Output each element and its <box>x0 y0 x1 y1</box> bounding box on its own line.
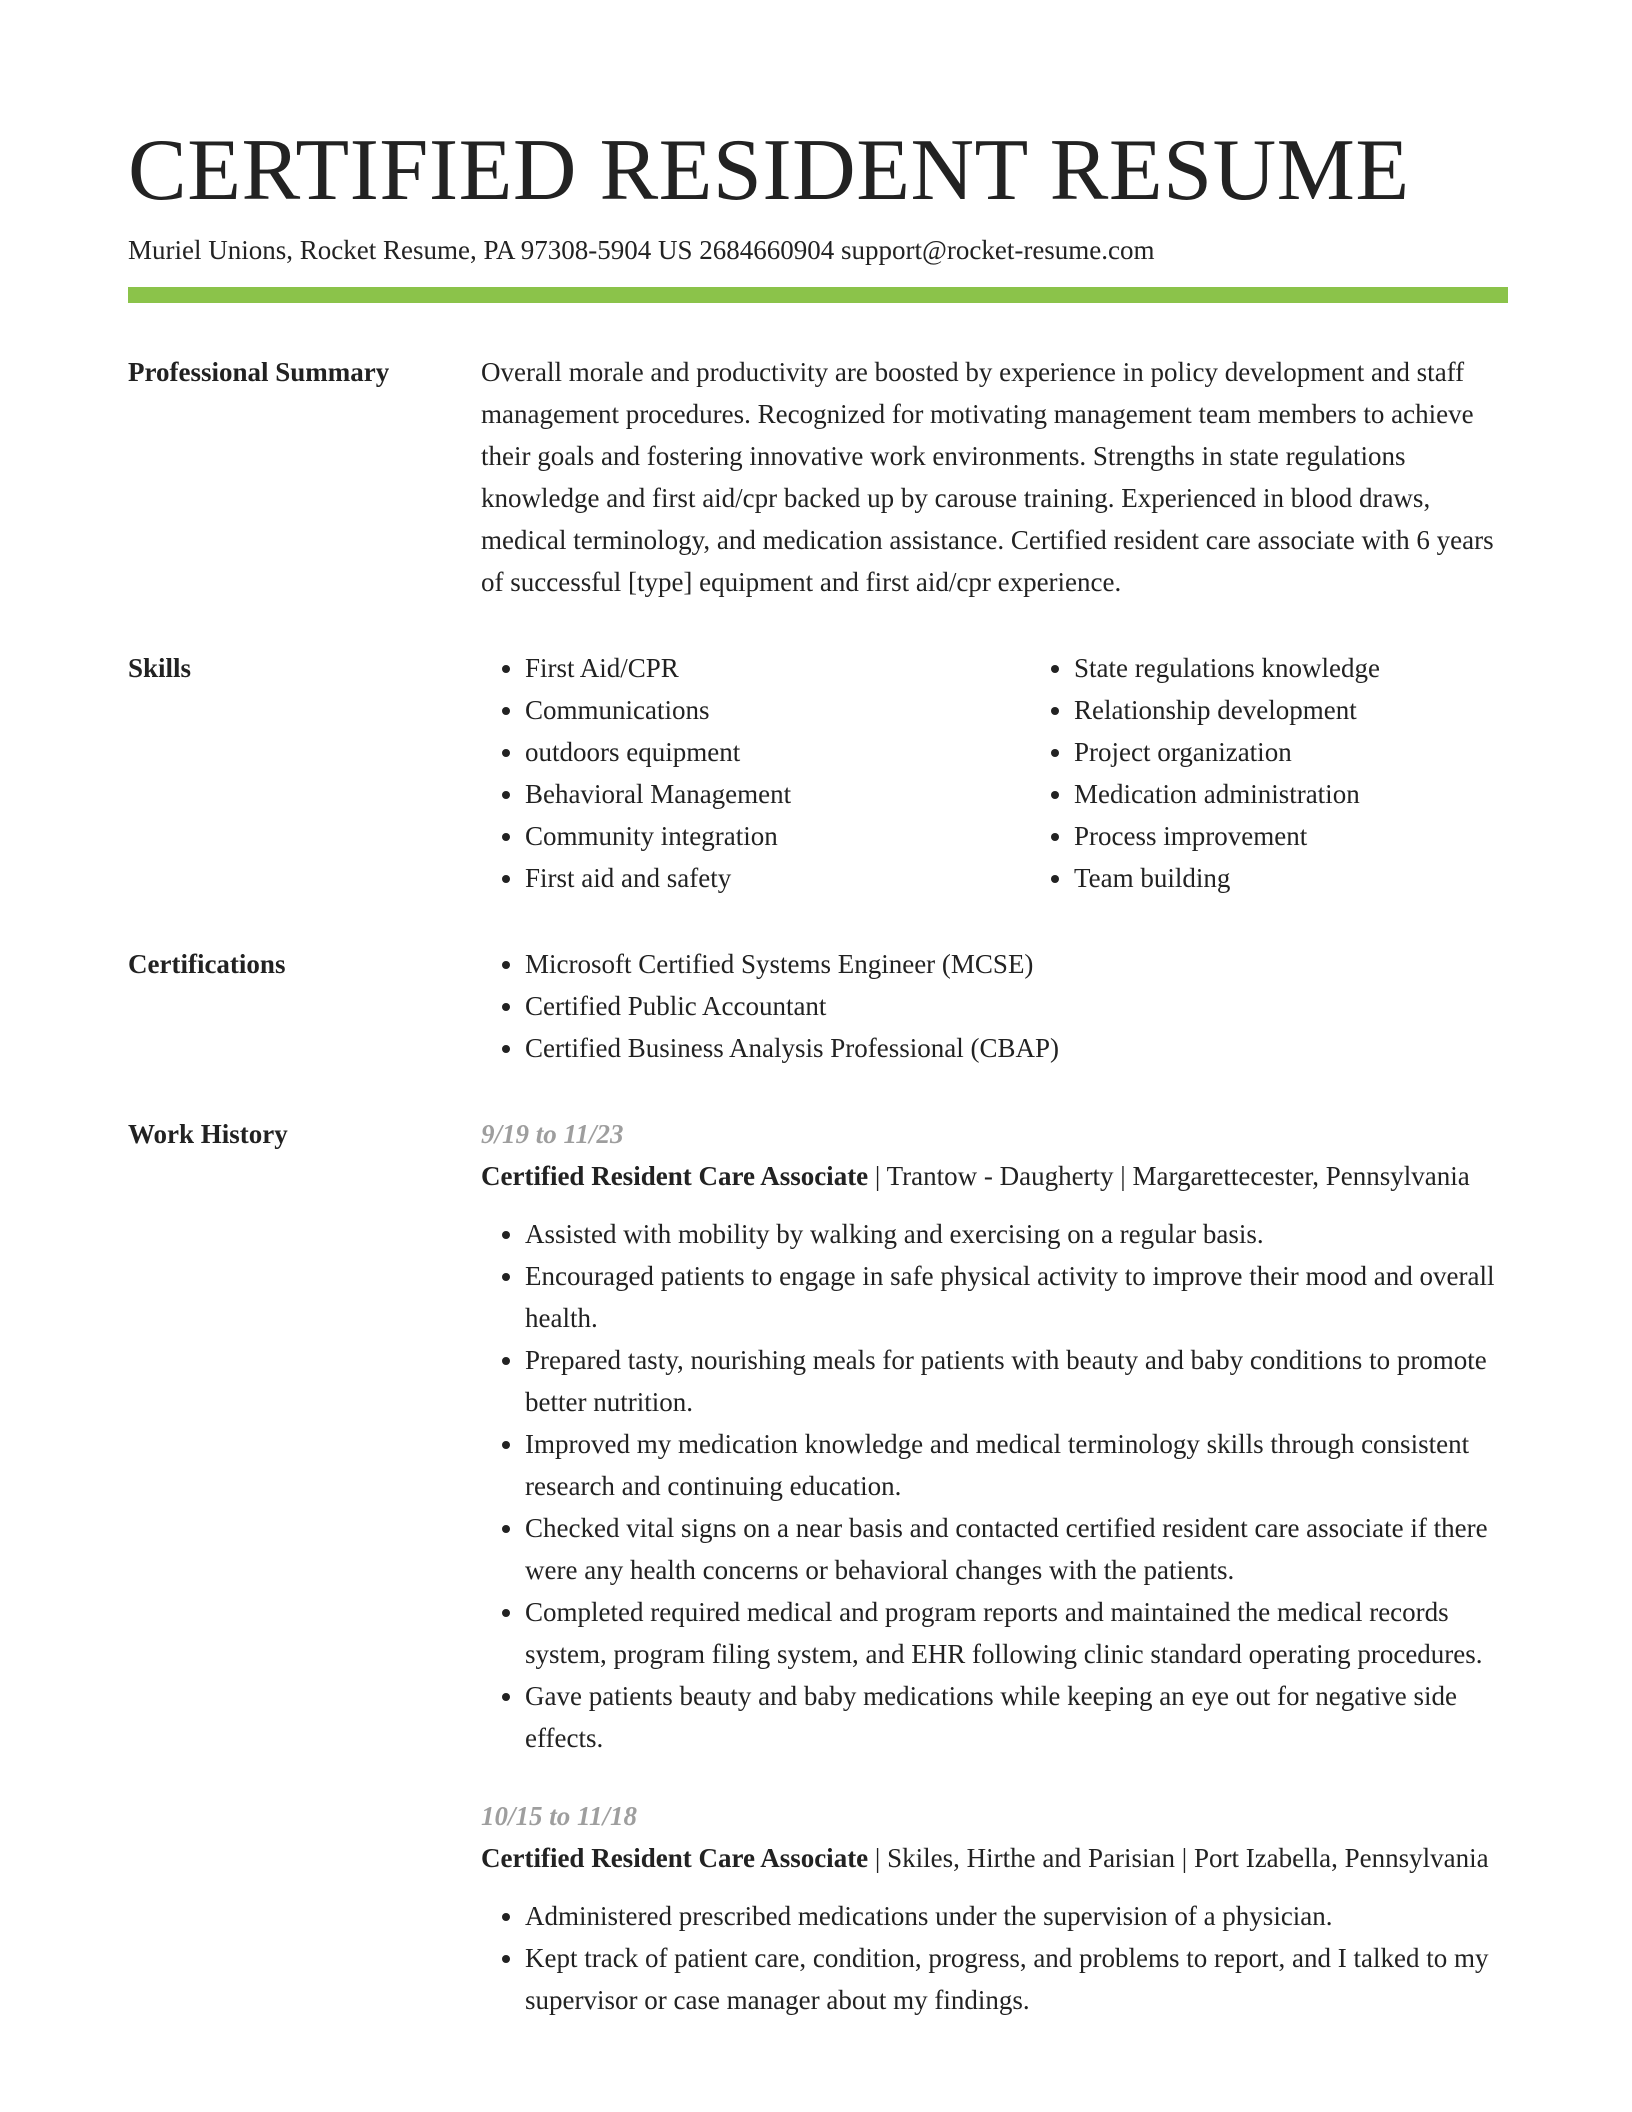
job-employer-location: | Trantow - Daugherty | Margarettecester, Pennsylvania <box>868 1161 1470 1191</box>
certifications-list <box>481 943 1508 1069</box>
skill-item: • State regulations knowledge <box>1074 647 1579 689</box>
job-duty-item: • Checked vital signs on a near basis and contacted certified resident care associate if there were any health concerns or behavioral changes with the patients. <box>525 1507 1508 1591</box>
skill-item: • outdoors equipment <box>525 731 1030 773</box>
certifications-section <box>128 943 1508 1069</box>
section-title-certifications: Certifications <box>128 949 286 979</box>
job-duty-item: • Assisted with mobility by walking and exercising on a regular basis. <box>525 1213 1508 1255</box>
summary-text: Overall morale and productivity are boosted by experience in policy development and staff management procedures. Recognized for motivating management team members to achieve their goals and fostering innovative work environments. Strengths in state regulations knowledge and first aid/cpr backed up by carouse training. Experienced in blood draws, medical terminology, and medication assistance. Certified resident care associate with 6 years of successful [type] equipment and first aid/cpr experience. <box>481 357 1494 597</box>
certification-item: • Certified Public Accountant <box>525 985 1508 1027</box>
resume-title: CERTIFIED RESIDENT RESUME <box>128 122 1410 219</box>
job-duty-item: • Gave patients beauty and baby medications while keeping an eye out for negative side effects. <box>525 1675 1508 1759</box>
accent-divider <box>128 287 1508 303</box>
skill-item: • First Aid/CPR <box>525 647 1030 689</box>
job-title: Certified Resident Care Associate <box>481 1161 869 1191</box>
work-history-section <box>128 1113 1508 2057</box>
skills-body <box>481 647 1579 899</box>
skill-item: • Team building <box>1074 857 1579 899</box>
skill-item: • Communications <box>525 689 1030 731</box>
skills-grid <box>481 647 1579 899</box>
contact-line: Muriel Unions, Rocket Resume, PA 97308-5904 US 2684660904 support@rocket-resume.com <box>128 235 1155 265</box>
job-employer-location: | Skiles, Hirthe and Parisian | Port Izabella, Pennsylvania <box>868 1843 1489 1873</box>
job-header <box>481 1837 1508 1879</box>
job-dates: 10/15 to 11/18 <box>481 1801 638 1831</box>
skills-list-left <box>481 647 1030 899</box>
certification-item: • Certified Business Analysis Professional (CBAP) <box>525 1027 1508 1069</box>
section-title-work-history: Work History <box>128 1119 288 1149</box>
job-dates: 9/19 to 11/23 <box>481 1119 624 1149</box>
certifications-body <box>481 943 1508 1069</box>
skill-item: • Behavioral Management <box>525 773 1030 815</box>
job-entry <box>481 1113 1508 1759</box>
section-title-summary: Professional Summary <box>128 357 390 387</box>
work-history-body <box>481 1113 1508 2057</box>
section-title-skills: Skills <box>128 653 192 683</box>
job-duties-list <box>481 1213 1508 1759</box>
job-duty-item: • Encouraged patients to engage in safe physical activity to improve their mood and overall health. <box>525 1255 1508 1339</box>
skill-item: • Project organization <box>1074 731 1579 773</box>
job-duty-item: • Kept track of patient care, condition, progress, and problems to report, and I talked to my supervisor or case manager about my findings. <box>525 1937 1508 2021</box>
skill-item: • Community integration <box>525 815 1030 857</box>
job-duty-item: • Improved my medication knowledge and medical terminology skills through consistent research and continuing education. <box>525 1423 1508 1507</box>
job-entry <box>481 1795 1508 2021</box>
job-title: Certified Resident Care Associate <box>481 1843 869 1873</box>
skill-item: • Process improvement <box>1074 815 1579 857</box>
skill-item: • Medication administration <box>1074 773 1579 815</box>
certification-item: • Microsoft Certified Systems Engineer (MCSE) <box>525 943 1508 985</box>
job-duty-item: • Prepared tasty, nourishing meals for patients with beauty and baby conditions to promote better nutrition. <box>525 1339 1508 1423</box>
skills-list-right <box>1030 647 1579 899</box>
summary-section <box>128 351 1508 603</box>
skill-item: • Relationship development <box>1074 689 1579 731</box>
resume-page <box>128 0 1508 2057</box>
skills-section <box>128 647 1508 899</box>
summary-body <box>481 351 1508 603</box>
job-duty-item: • Completed required medical and program reports and maintained the medical records system, program filing system, and EHR following clinic standard operating procedures. <box>525 1591 1508 1675</box>
job-duties-list <box>481 1895 1508 2021</box>
skill-item: • First aid and safety <box>525 857 1030 899</box>
job-duty-item: • Administered prescribed medications under the supervision of a physician. <box>525 1895 1508 1937</box>
job-header <box>481 1155 1508 1197</box>
